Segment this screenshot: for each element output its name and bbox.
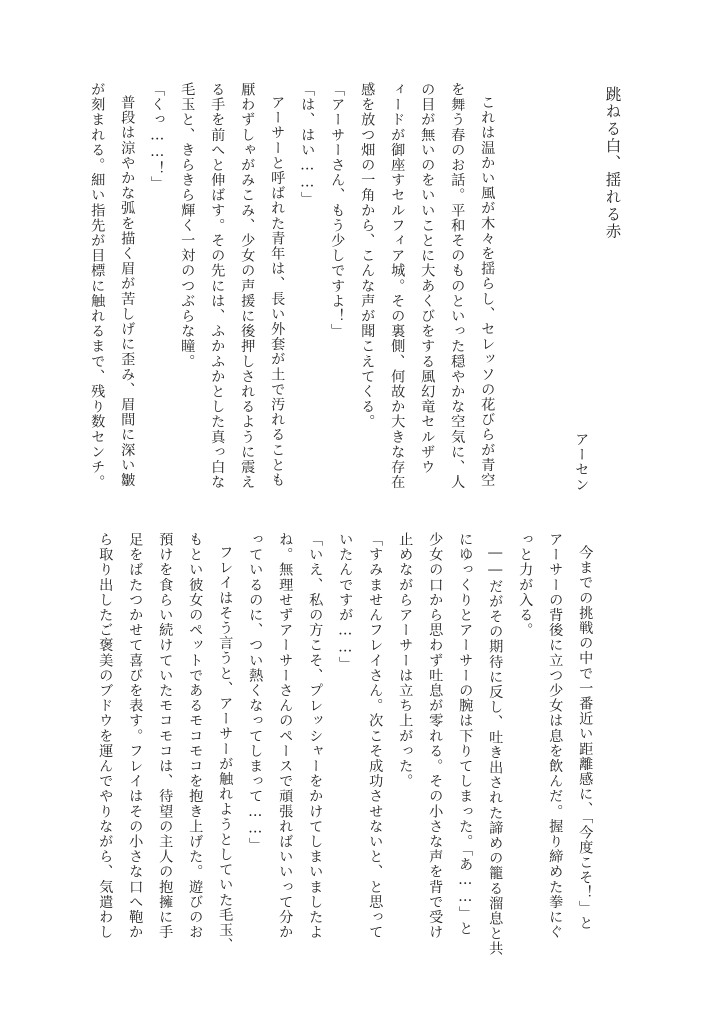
text-column: 「アーサーさん、もう少しですよ！」 <box>329 82 346 339</box>
text-column: っているのに、つい熱くなってしまって……」 <box>247 532 264 853</box>
text-column: ――だがその期待に反し、吐き出された諦めの籠る溜息と共 <box>487 545 504 957</box>
text-column: にゆっくりとアーサーの腕は下りてしまった。「あ……」と <box>457 532 474 937</box>
text-column: いたんですが……」 <box>337 532 354 672</box>
text-column: 今までの挑戦の中で一番近い距離感に、「今度こそ！」と <box>577 545 594 931</box>
text-column: 毛玉と、きらきら輝く一対のつぶらな瞳。 <box>179 82 196 369</box>
text-column: ら取り出したご褒美のブドウを運んでやりながら、気遣わし <box>97 532 114 940</box>
text-column: 厭わずしゃがみこみ、少女の声援に後押しされるように震え <box>239 82 256 490</box>
text-column: これは温かい風が木々を揺らし、セレッソの花びらが青空 <box>479 95 496 488</box>
text-column: を舞う春のお話。平和そのものといった穏やかな空気に、人 <box>449 82 466 490</box>
text-column: アーサーと呼ばれた青年は、長い外套が土で汚れることも <box>269 95 286 488</box>
text-column: 「いえ、私の方こそ、プレッシャーをかけてしまいましたよ <box>307 532 324 940</box>
text-column: フレイはそう言うと、アーサーが触れようとしていた毛玉、 <box>217 545 234 953</box>
text-column: もとい彼女のペットであるモコモコを抱き上げた。遊びのお <box>187 532 204 940</box>
text-column: 「すみませんフレイさん。次こそ成功させないと、と思って <box>367 532 384 940</box>
text-column: 普段は涼やかな弧を描く眉が苦しげに歪み、眉間に深い皺 <box>119 95 136 488</box>
text-column: 少女の口から思わず吐息が零れる。その小さな声を背で受け <box>427 532 444 940</box>
text-column: ィードが御座すセルフィア城。その裏側、何故か大きな存在 <box>389 82 406 490</box>
text-column: る手を前へと伸ばす。その先には、ふかふかとした真っ白な <box>209 82 226 490</box>
text-column: が刻まれる。細い指先が目標に触れるまで、残り数センチ。 <box>89 82 106 490</box>
author-name: アーセン <box>573 432 590 493</box>
text-column: 「くっ……！」 <box>149 82 166 192</box>
text-column: アーサーの背後に立つ少女は息を飲んだ。握り締めた拳にぐ <box>547 532 564 940</box>
text-column: の目が無いのをいいことに大あくびをする風幻竜セルザウ <box>419 82 436 475</box>
text-column: ね。無理せずアーサーさんのペースで頑張ればいいって分か <box>277 532 294 940</box>
story-title: 跳ねる白、揺れる赤 <box>603 86 622 240</box>
text-column: 感を放つ畑の一角から、こんな声が聞こえてくる。 <box>359 82 376 430</box>
text-column: っと力が入る。 <box>517 532 534 638</box>
text-column: 預けを食らい続けていたモコモコは、待望の主人の抱擁に手 <box>157 532 174 940</box>
text-column: 足をばたつかせて喜びを表す。フレイはその小さな口へ鞄か <box>127 532 144 940</box>
text-column: 止めながらアーサーは立ち上がった。 <box>397 532 414 789</box>
text-column: 「は、はい……」 <box>299 82 316 207</box>
